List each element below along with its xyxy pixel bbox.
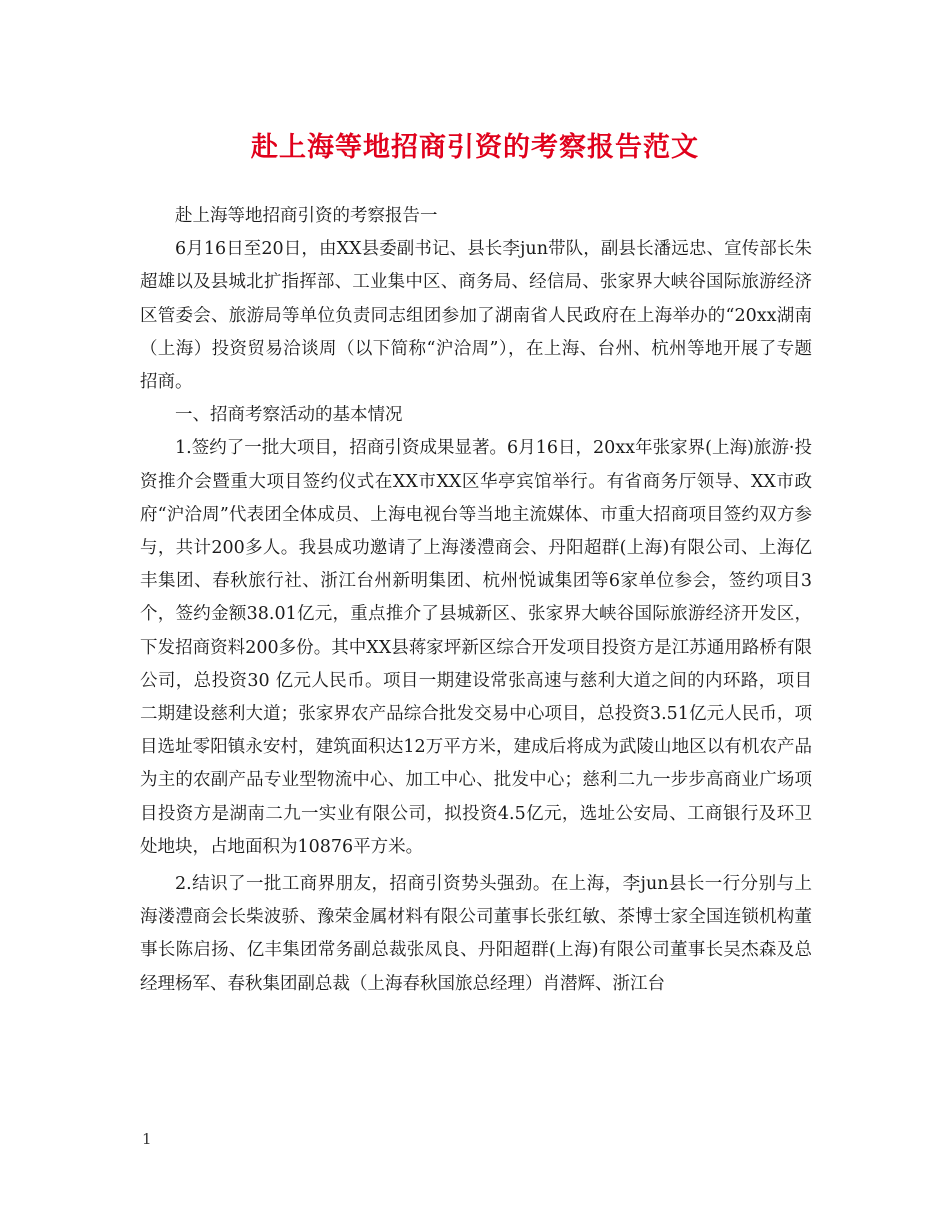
page-number: 1 <box>142 1130 152 1148</box>
paragraph-section-heading: 一、招商考察活动的基本情况 <box>175 405 403 426</box>
paragraph-intro: 6月16日至20日，由XX县委副书记、县长李jun带队，副县长潘远忠、宣传部长朱超雄以及县城北扩指挥部、工业集中区、商务局、经信局、张家界大峡谷国际旅游经济区管委会、旅游局等单位负责同志组团参加了湖南省人民政府在上海举办的“20xx湖南（上海）投资贸易洽谈周（以下简称“沪洽周”），在上海、台州、杭州等地开展了专题招商。 <box>140 239 812 393</box>
document-body <box>140 200 812 1001</box>
paragraph-subtitle: 赴上海等地招商引资的考察报告一 <box>175 206 438 226</box>
paragraph-item-1: 1.签约了一批大项目，招商引资成果显著。6月16日，20xx年张家界(上海)旅游·投资推介会暨重大项目签约仪式在XX市XX区华亭宾馆举行。有省商务厅领导、XX市政府“沪洽周”代表团全体成员、上海电视台等当地主流媒体、市重大招商项目签约双方参与，共计200多人。我县成功邀请了上海溇澧商会、丹阳超群(上海)有限公司、上海亿丰集团、春秋旅行社、浙江台州新明集团、杭州悦诚集团等6家单位参会，签约项目3个，签约金额38.01亿元，重点推介了县城新区、张家界大峡谷国际旅游经济开发区，下发招商资料200多份。其中XX县蒋家坪新区综合开发项目投资方是江苏通用路桥有限公司，总投资30 亿元人民币。项目一期建设常张高速与慈利大道之间的内环路，项目二期建设慈利大道；张家界农产品综合批发交易中心项目，总投资3.51亿元人民币，项目选址零阳镇永安村，建筑面积达12万平方米，建成后将成为武陵山地区以有机农产品为主的农副产品专业型物流中心、加工中心、批发中心；慈利二九一步步高商业广场项目投资方是湖南二九一实业有限公司，拟投资4.5亿元，选址公安局、工商银行及环卫处地块，占地面积为10876平方米。 <box>140 438 812 857</box>
document-title: 赴上海等地招商引资的考察报告范文 <box>251 132 699 163</box>
paragraph-item-2: 2.结识了一批工商界朋友，招商引资势头强劲。在上海，李jun县长一行分别与上海溇澧商会长柴波骄、豫荣金属材料有限公司董事长张红敏、茶博士家全国连锁机构董事长陈启扬、亿丰集团常务副总裁张凤良、丹阳超群(上海)有限公司董事长吴杰森及总经理杨军、春秋集团副总裁（上海春秋国旅总经理）肖潜辉、浙江台 <box>140 874 812 994</box>
